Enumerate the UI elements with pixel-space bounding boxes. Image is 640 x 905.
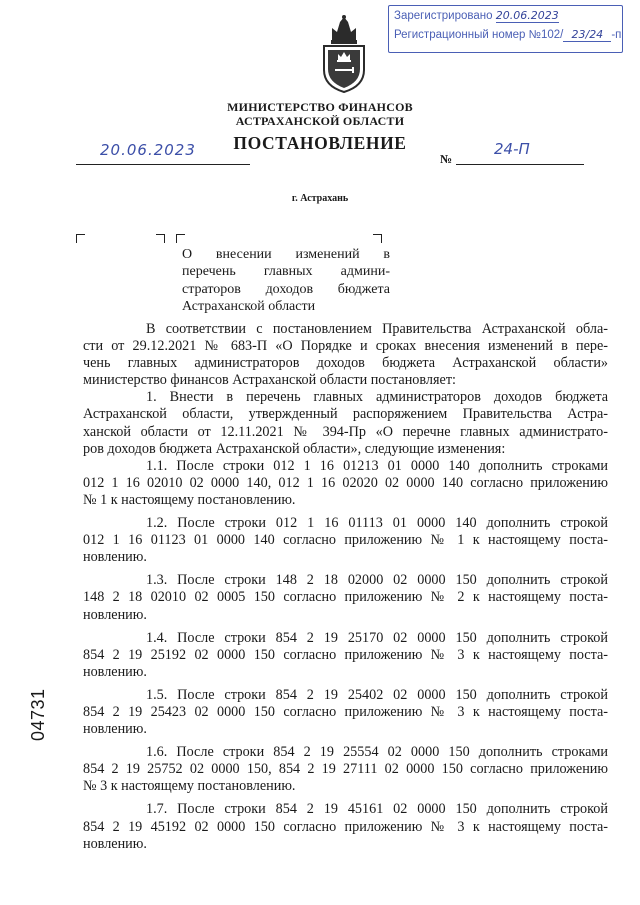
body-line: министерство финансов Астраханской области постановляет: [83, 372, 456, 389]
body-line: 148 2 18 02010 02 0005 150 согласно приложению № 2 к настоящему поста- [83, 589, 608, 606]
body-line: 1.4. После строки 854 2 19 25170 02 0000 150 дополнить строкой [146, 629, 608, 646]
coat-of-arms-icon [318, 14, 370, 94]
body-line: новлению. [83, 835, 147, 852]
body-line: № 1 к настоящему постановлению. [83, 491, 296, 508]
bracket-top-right-2 [373, 234, 382, 243]
body-line: 854 2 19 25423 02 0000 150 согласно приложению № 3 к настоящему поста- [83, 703, 608, 720]
body-line: 1.1. После строки 012 1 16 01213 01 0000 140 дополнить строками [146, 457, 608, 474]
body-line: новлению. [83, 663, 147, 680]
body-line: 1. Внести в перечень главных администраторов доходов бюджета [146, 389, 608, 406]
body-line: 012 1 16 02010 02 0000 140, 012 1 16 02020 02 0000 140 согласно приложению [83, 474, 608, 491]
body-line: 1.7. После строки 854 2 19 45161 02 0000 150 дополнить строкой [146, 801, 608, 818]
body-line: № 3 к настоящему постановлению. [83, 778, 296, 795]
stamp-registered-label: Зарегистрировано [394, 10, 493, 22]
body-line: новлению. [83, 549, 147, 566]
bracket-top-left [76, 234, 85, 243]
body-line: 854 2 19 45192 02 0000 150 согласно приложению № 3 к настоящему поста- [83, 818, 608, 835]
body-line: ров доходов бюджета Астраханской области», следующие изменения: [83, 440, 506, 457]
subject-line: О внесении изменений в [182, 247, 390, 262]
stamp-reg-number-label: Регистрационный номер №102/ [394, 29, 564, 41]
bracket-top-left-2 [176, 234, 185, 243]
body-line: 854 2 19 25192 02 0000 150 согласно приложению № 3 к настоящему поста- [83, 646, 608, 663]
body-line: 012 1 16 01123 01 0000 140 согласно приложению № 1 к настоящему поста- [83, 532, 608, 549]
document-subject [182, 246, 390, 315]
body-line: 1.2. После строки 012 1 16 01113 01 0000 140 дополнить строкой [146, 515, 608, 532]
subject-line: Астраханской области [182, 298, 316, 314]
body-line: 1.5. После строки 854 2 19 25402 02 0000 150 дополнить строкой [146, 686, 608, 703]
body-line: Астраханской области, утвержденный распоряжением Правительства Астра- [83, 406, 608, 423]
subject-line: перечень главных админи- [182, 264, 390, 280]
body-line: сти от 29.12.2021 № 683-П «О Порядке и сроках внесения изменений в пере- [83, 338, 608, 355]
margin-registry-code: 04731 [28, 688, 48, 741]
body-line: новлению. [83, 606, 147, 623]
body-line: новлению. [83, 721, 147, 738]
ministry-name-line2: АСТРАХАНСКОЙ ОБЛАСТИ [235, 114, 405, 128]
document-body [83, 321, 608, 853]
bracket-top-right [156, 234, 165, 243]
number-sign: № [440, 152, 453, 166]
body-line: чень главных администраторов доходов бюджета Астраханской области» [83, 355, 608, 372]
registration-stamp [388, 5, 623, 53]
stamp-registered-date: 20.06.2023 [495, 9, 559, 22]
body-line: 1.3. После строки 148 2 18 02000 02 0000 150 дополнить строкой [146, 572, 608, 589]
subject-line: страторов доходов бюджета [182, 281, 390, 297]
body-line: В соответствии с постановлением Правительства Астраханской обла- [146, 321, 608, 337]
body-line: 1.6. После строки 854 2 19 25554 02 0000 150 дополнить строками [146, 744, 608, 761]
ministry-name-line1: МИНИСТЕРСТВО ФИНАНСОВ [227, 100, 413, 114]
document-number: 24-П [494, 140, 530, 158]
body-line: ханской области от 12.11.2021 № 394-Пр «О перечне главных администрато- [83, 423, 608, 440]
stamp-reg-number-suffix: -п [611, 29, 622, 41]
document-type-title: ПОСТАНОВЛЕНИЕ [233, 133, 407, 153]
document-date: 20.06.2023 [100, 141, 196, 159]
body-line: 854 2 19 25752 02 0000 150, 854 2 19 27111 02 0000 150 согласно приложению [83, 761, 608, 778]
stamp-reg-number-value: 23/24 [563, 28, 611, 42]
city-name: г. Астрахань [291, 193, 349, 204]
